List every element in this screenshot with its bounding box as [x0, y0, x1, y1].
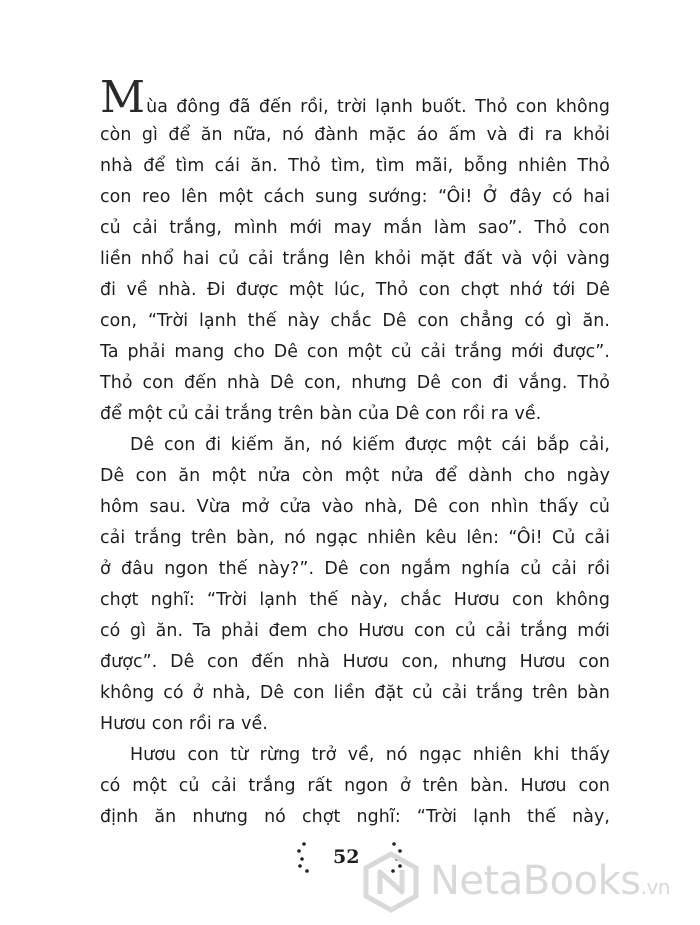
netabooks-logo-icon [360, 850, 422, 914]
drop-cap-letter: M [100, 72, 146, 123]
text-line: Dê con ăn một nửa còn một nửa để dành cho ngày [100, 466, 610, 486]
watermark-text [430, 858, 670, 904]
text-line: được”. Dê con đến nhà Hươu con, nhưng Hươu con [100, 652, 610, 672]
text-line: Thỏ con đến nhà Dê con, nhưng Dê con đi vắng. Thỏ [100, 373, 610, 393]
text-line: liền nhổ hai củ cải trắng lên khỏi mặt đất và vội vàng [100, 249, 610, 269]
text-line: hôm sau. Vừa mở cửa vào nhà, Dê con nhìn thấy củ [100, 497, 610, 517]
text-line: không có ở nhà, Dê con liền đặt củ cải trắng trên bàn [100, 683, 610, 703]
paragraph-2 [100, 430, 610, 740]
text-line: định ăn nhưng nó chợt nghĩ: “Trời lạnh thế này, [100, 807, 610, 827]
text-line: ở đâu ngon thế này?”. Dê con ngắm nghía củ cải rồi [100, 559, 610, 579]
text-line: có gì ăn. Ta phải đem cho Hươu con củ cải trắng mới [100, 621, 610, 641]
text-line: Dê con đi kiếm ăn, nó kiếm được một cái bắp cải, [130, 435, 610, 455]
text-line [100, 72, 610, 123]
watermark-suffix: .vn [640, 875, 670, 899]
paragraph-3 [100, 740, 610, 833]
text-line: Hươu con từ rừng trở về, nó ngạc nhiên khi thấy [130, 745, 610, 765]
watermark [360, 850, 690, 920]
watermark-brand: NetaBooks [430, 858, 641, 904]
text-line: nhà để tìm cái ăn. Thỏ tìm, tìm mãi, bỗng nhiên Thỏ [100, 156, 610, 176]
text-line: Hươu con rồi ra về. [100, 714, 268, 734]
text-line: cải trắng trên bàn, nó ngạc nhiên kêu lên: “Ôi! Củ cải [100, 528, 610, 548]
text-line-body: ùa đông đã đến rồi, trời lạnh buốt. Thỏ con không [146, 97, 610, 117]
text-line: củ cải trắng, mình mới may mắn làm sao”. Thỏ con [100, 218, 610, 238]
text-line: con reo lên một cách sung sướng: “Ôi! Ở đây có hai [100, 187, 610, 207]
text-line: để một củ cải trắng trên bàn của Dê con rồi ra về. [100, 404, 542, 424]
paragraph-1 [100, 72, 610, 430]
page-number: 52 [333, 846, 360, 868]
text-line: con, “Trời lạnh thế này chắc Dê con chẳng có gì ăn. [100, 311, 610, 331]
text-line: có một củ cải trắng rất ngon ở trên bàn. Hươu con [100, 776, 610, 796]
text-line: còn gì để ăn nữa, nó đành mặc áo ấm và đi ra khỏi [100, 125, 610, 145]
story-text [100, 72, 610, 833]
text-line: đi về nhà. Đi được một lúc, Thỏ con chợt nhớ tới Dê [100, 280, 610, 300]
text-line: Ta phải mang cho Dê con một củ cải trắng mới được”. [100, 342, 610, 362]
text-line: chợt nghĩ: “Trời lạnh thế này, chắc Hươu con không [100, 590, 610, 610]
